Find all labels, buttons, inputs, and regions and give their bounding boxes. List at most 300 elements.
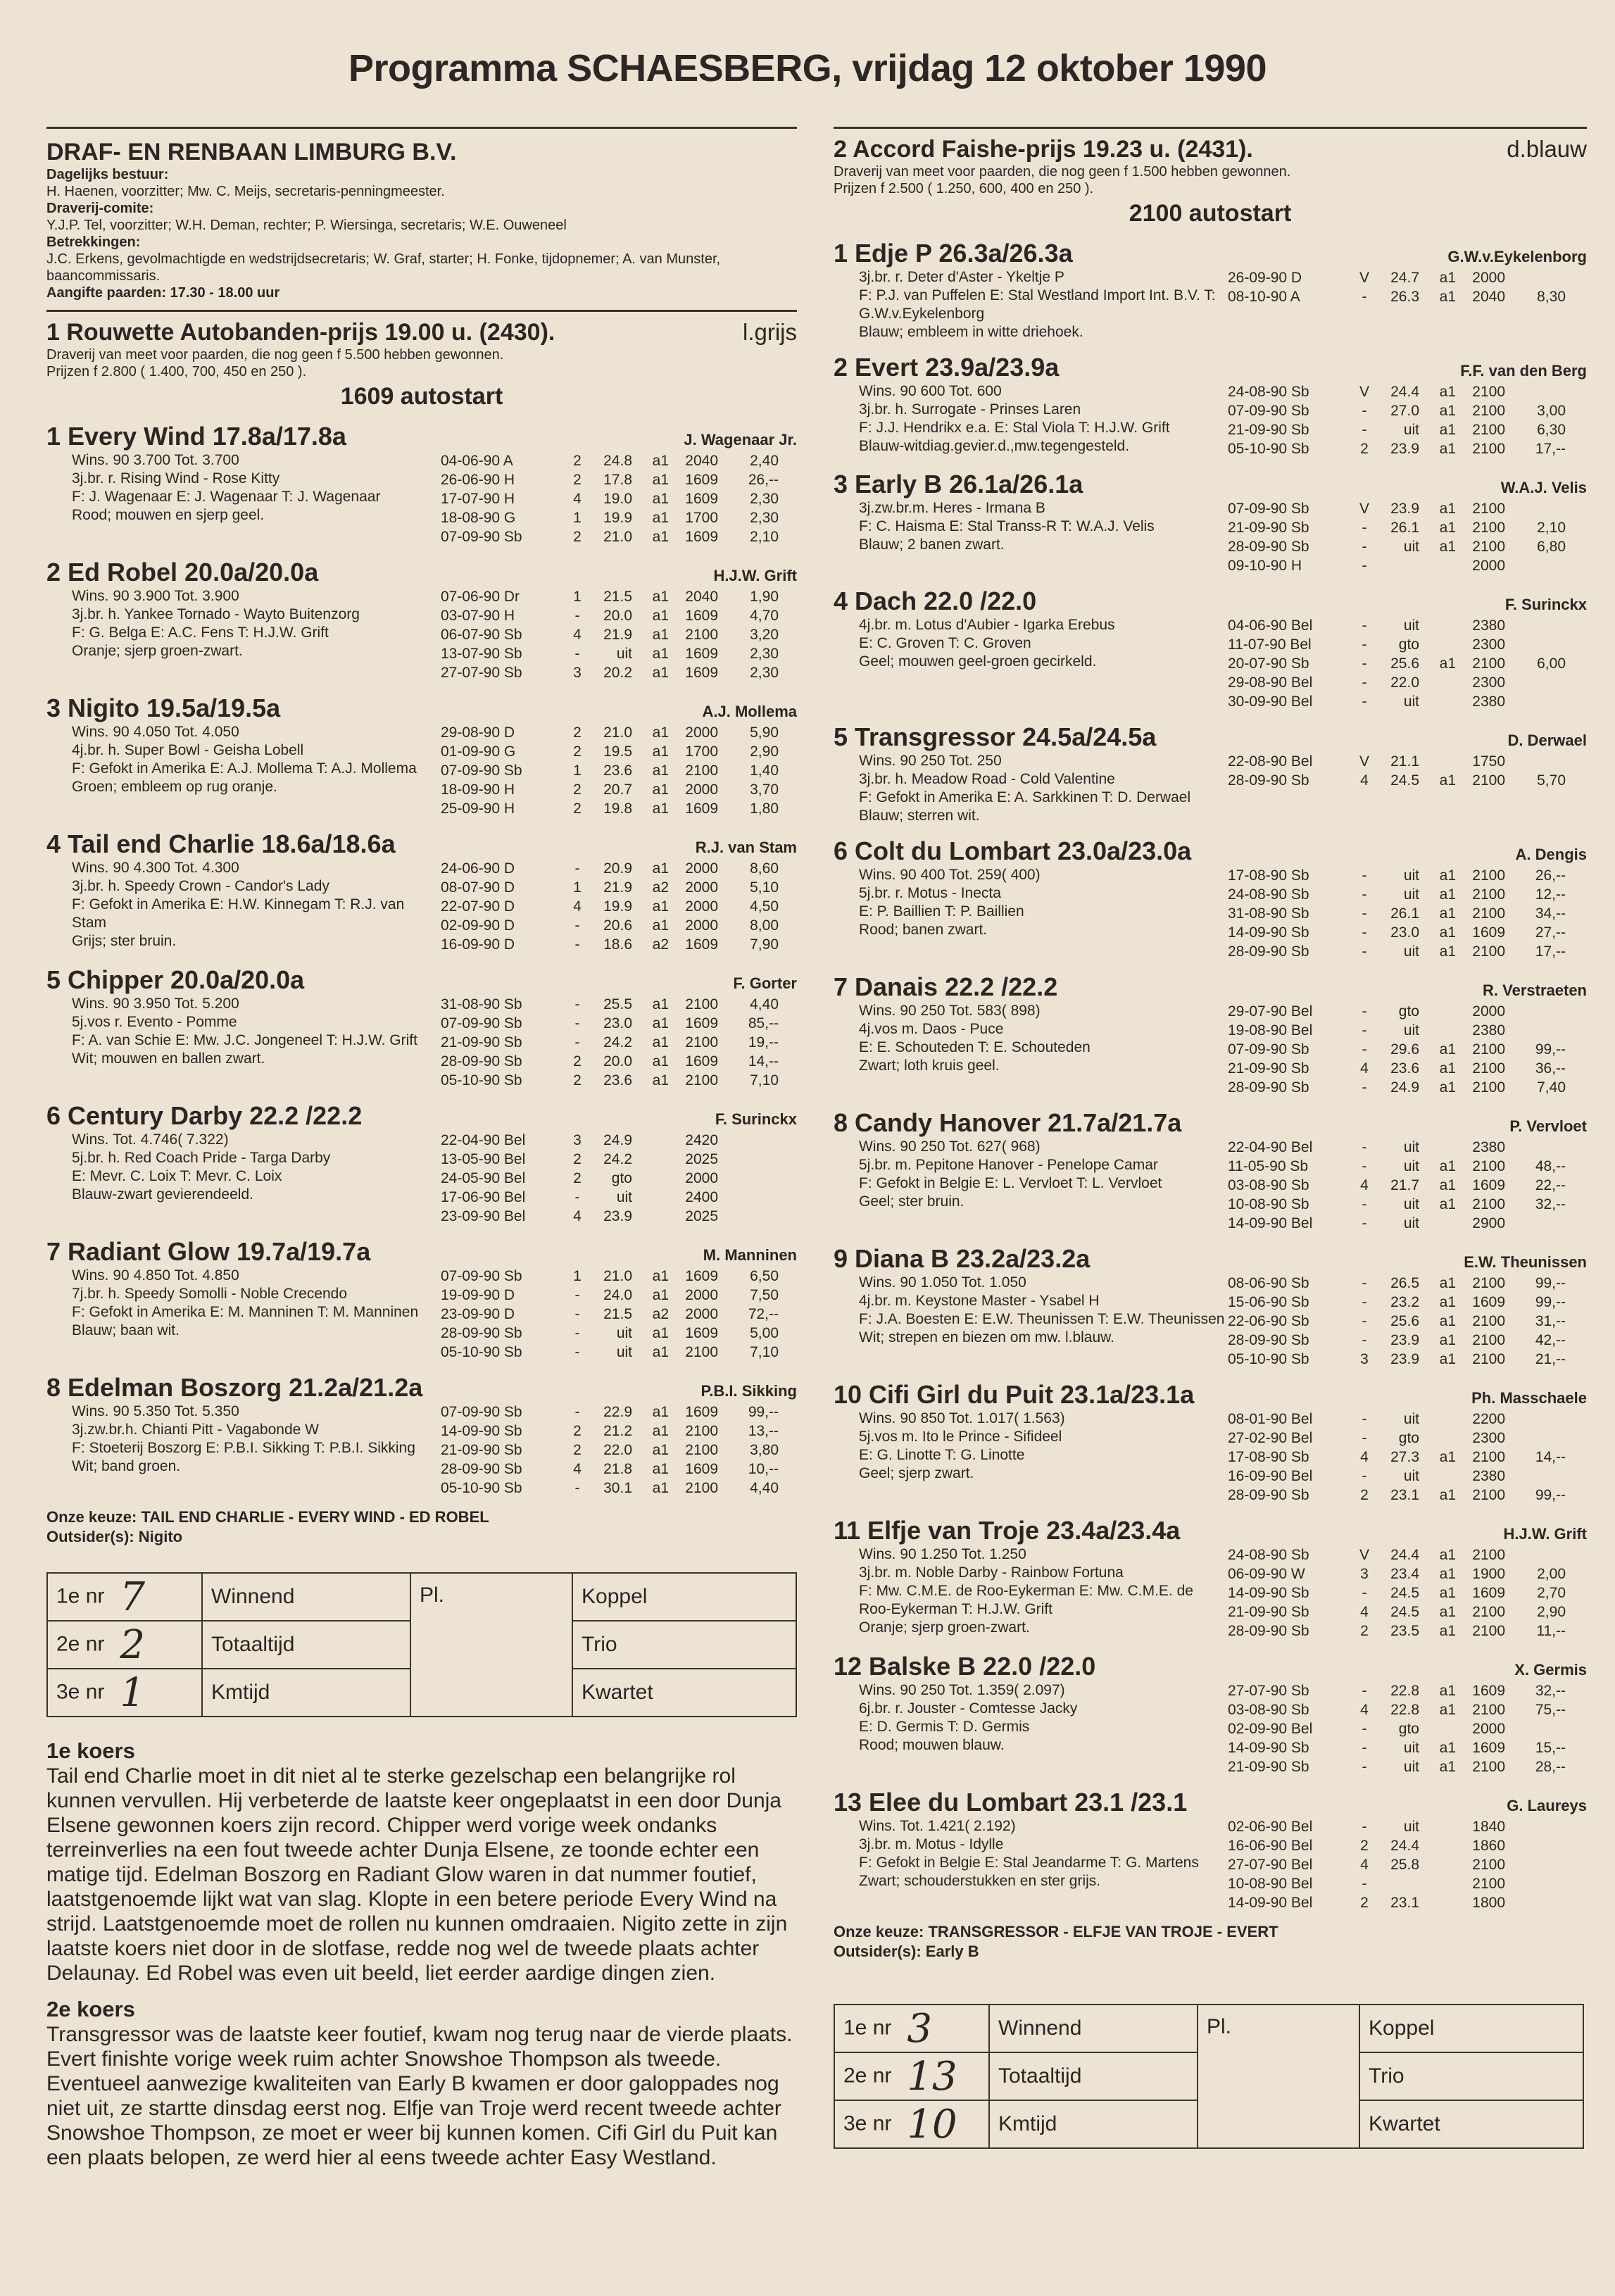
start-row <box>441 1286 797 1305</box>
start-cell: 2100 <box>1472 1547 1505 1563</box>
start-cell: 4 <box>1360 1702 1369 1718</box>
horse-header <box>834 353 1587 382</box>
start-cell: - <box>1362 1022 1367 1039</box>
start-cell: 1609 <box>1472 1683 1505 1699</box>
start-row <box>441 1188 797 1207</box>
horse-entry <box>834 239 1587 341</box>
start-cell: 08-10-90 A <box>1228 289 1300 305</box>
start-cell: 2040 <box>1472 289 1505 305</box>
start-cell: 3 <box>573 1132 582 1148</box>
start-cell <box>1505 1138 1566 1157</box>
horse-body <box>46 995 797 1090</box>
start-row <box>441 606 797 625</box>
start-cell: - <box>574 1344 580 1360</box>
race-conditions: Prijzen f 2.800 ( 1.400, 700, 450 en 250 ). <box>46 364 307 379</box>
start-cell: 13-07-90 Sb <box>441 646 522 662</box>
start-cell: a1 <box>652 453 669 469</box>
start-cell: 2100 <box>1472 1449 1505 1465</box>
start-cell: 6,80 <box>1537 539 1566 555</box>
horse-starts <box>1228 616 1587 711</box>
horse-body <box>46 859 797 954</box>
handwritten-number: 10 <box>907 2101 957 2147</box>
start-cell: 1609 <box>685 801 718 817</box>
start-cell: 17.8 <box>603 472 632 488</box>
horse-info-line: E: G. Linotte T: G. Linotte <box>859 1447 1025 1463</box>
horse-info <box>834 499 1228 575</box>
start-cell: - <box>574 1480 580 1496</box>
start-cell: 23.6 <box>1390 1060 1419 1077</box>
start-cell <box>1419 556 1456 575</box>
start-cell: 23.1 <box>1390 1487 1419 1503</box>
horse-info-line: 3j.br. h. Surrogate - Prinses Laren <box>859 401 1081 418</box>
start-cell: 2025 <box>685 1151 718 1167</box>
start-row <box>1228 1855 1587 1874</box>
horse-header <box>46 422 797 451</box>
start-cell: 07-09-90 Sb <box>441 763 522 779</box>
horse-info <box>46 587 441 682</box>
start-cell: 02-06-90 Bel <box>1228 1819 1313 1835</box>
horse-header <box>834 1380 1587 1410</box>
start-row <box>1228 1274 1587 1293</box>
horse-starts <box>441 451 797 546</box>
result-label: Kmtijd <box>989 2100 1198 2148</box>
horse-info-line: Wins. 90 850 Tot. 1.017( 1.563) <box>859 1410 1065 1426</box>
horse-starts <box>441 1131 797 1226</box>
horse-entry <box>834 586 1587 711</box>
start-cell: 1609 <box>685 646 718 662</box>
start-cell: 3,80 <box>750 1442 779 1458</box>
horse-entry <box>834 722 1587 825</box>
horse-trainer: A. Dengis <box>1515 846 1587 863</box>
start-cell: 27-07-90 Sb <box>441 665 522 681</box>
start-cell: 99,-- <box>1535 1041 1566 1058</box>
start-cell: 07-09-90 Sb <box>1228 403 1309 419</box>
start-row <box>1228 401 1587 420</box>
start-cell: gto <box>1398 1721 1419 1737</box>
start-row <box>1228 942 1587 961</box>
start-cell <box>1505 616 1566 635</box>
start-row <box>1228 382 1587 401</box>
horse-body <box>46 451 797 546</box>
start-cell: V <box>1359 501 1369 517</box>
org-line: Draverij-comite: <box>46 201 154 216</box>
start-row <box>441 780 797 799</box>
start-cell: 10-08-90 Bel <box>1228 1876 1313 1892</box>
horse-info-line: 6j.br. r. Jouster - Comtesse Jacky <box>859 1700 1078 1717</box>
horse-starts <box>441 859 797 954</box>
start-row <box>1228 1214 1587 1233</box>
start-row <box>441 663 797 682</box>
start-cell: 2100 <box>1472 1604 1505 1620</box>
start-cell: 24.9 <box>1390 1079 1419 1096</box>
handwritten-number: 1 <box>120 1669 146 1716</box>
horse-header <box>46 694 797 723</box>
start-cell: 24.4 <box>1390 1838 1419 1854</box>
start-row <box>1228 1893 1587 1912</box>
start-cell: 27-07-90 Bel <box>1228 1857 1313 1873</box>
start-cell: 2100 <box>1472 1158 1505 1174</box>
horse-trainer: F. Surinckx <box>1504 596 1587 613</box>
result-place <box>834 2005 989 2052</box>
start-cell: 27-07-90 Sb <box>1228 1683 1309 1699</box>
start-cell: 22.0 <box>1390 675 1419 691</box>
start-cell: 21-09-90 Sb <box>1228 520 1309 536</box>
horse-body <box>834 1545 1587 1641</box>
start-cell: - <box>574 1015 580 1031</box>
start-cell: - <box>1362 1275 1367 1291</box>
start-cell: 21.9 <box>603 627 632 643</box>
result-pl: Pl. <box>410 1573 572 1717</box>
start-cell: 2100 <box>685 1423 718 1439</box>
start-cell: uit <box>616 1325 632 1341</box>
horse-body <box>46 723 797 818</box>
start-cell: - <box>1362 943 1367 960</box>
result-bet: Kwartet <box>572 1669 796 1717</box>
start-cell: a1 <box>1439 924 1456 941</box>
start-cell: 2100 <box>1472 1759 1505 1775</box>
start-cell <box>1419 752 1456 771</box>
result-place <box>47 1573 202 1621</box>
horse-body <box>834 1410 1587 1505</box>
start-cell: 26-09-90 D <box>1228 270 1302 286</box>
start-cell: a1 <box>1439 1585 1456 1601</box>
start-cell: a1 <box>652 1480 669 1496</box>
start-cell: - <box>1362 1294 1367 1310</box>
start-cell: 1609 <box>685 1325 718 1341</box>
start-cell <box>1419 1467 1456 1486</box>
start-cell: 2100 <box>685 1480 718 1496</box>
start-cell: 2 <box>1360 1838 1369 1854</box>
horse-info-line: Wins. 90 400 Tot. 259( 400) <box>859 867 1041 883</box>
start-cell: 3 <box>1360 1566 1369 1582</box>
start-cell: 18-09-90 H <box>441 782 515 798</box>
start-cell: - <box>1362 1158 1367 1174</box>
start-cell: 5,00 <box>750 1325 779 1341</box>
start-row <box>441 1422 797 1441</box>
start-cell: 21-09-90 Sb <box>1228 422 1309 438</box>
horse-info-line: Blauw-witdiag.gevier.d.,mw.tegengesteld. <box>859 438 1130 454</box>
start-cell: 23.2 <box>1390 1294 1419 1310</box>
start-cell: a1 <box>1439 384 1456 400</box>
result-label: Totaaltijd <box>989 2052 1198 2100</box>
start-cell: 2300 <box>1472 675 1505 691</box>
start-cell: 1609 <box>685 1268 718 1284</box>
start-cell: 08-07-90 D <box>441 879 515 896</box>
start-cell: 10-08-90 Sb <box>1228 1196 1309 1212</box>
horse-starts <box>1228 1274 1587 1369</box>
horse-entry <box>834 1516 1587 1641</box>
start-cell: a1 <box>1439 1351 1456 1367</box>
start-cell <box>1505 1836 1566 1855</box>
horse-name: 8 Edelman Boszorg 21.2a/21.2a <box>46 1373 423 1402</box>
start-cell: a1 <box>1439 1759 1456 1775</box>
start-cell <box>1419 635 1456 654</box>
start-row <box>1228 1176 1587 1195</box>
horse-info-line: 7j.br. h. Speedy Somolli - Noble Crecendo <box>72 1286 348 1302</box>
start-cell: 05-10-90 Sb <box>1228 1351 1309 1367</box>
start-row <box>1228 1738 1587 1757</box>
start-cell: 21-09-90 Sb <box>1228 1604 1309 1620</box>
start-cell: 20.0 <box>603 1053 632 1069</box>
horse-info <box>46 451 441 546</box>
start-cell: uit <box>1403 1468 1419 1484</box>
start-cell: 24.5 <box>1390 1585 1419 1601</box>
start-cell: - <box>574 860 580 877</box>
start-cell: a1 <box>1439 1177 1456 1193</box>
start-cell: 25-09-90 H <box>441 801 515 817</box>
start-cell: a1 <box>1439 1079 1456 1096</box>
horse-entry <box>46 1237 797 1362</box>
start-cell: 1 <box>573 589 582 605</box>
start-row <box>1228 1467 1587 1486</box>
result-place <box>47 1621 202 1669</box>
horse-name: 11 Elfje van Troje 23.4a/23.4a <box>834 1516 1181 1545</box>
horse-starts <box>441 995 797 1090</box>
place-label: 3e nr <box>843 2111 892 2135</box>
start-cell: 28,-- <box>1535 1759 1566 1775</box>
start-cell: 2,30 <box>750 665 779 681</box>
start-cell: 14-09-90 Sb <box>1228 1585 1309 1601</box>
horse-header <box>834 722 1587 752</box>
horse-starts <box>1228 382 1587 458</box>
start-cell <box>1419 1021 1456 1040</box>
start-cell: a1 <box>1439 655 1456 672</box>
start-row <box>1228 673 1587 692</box>
start-cell: 17-06-90 Bel <box>441 1189 526 1205</box>
start-row <box>441 742 797 761</box>
start-cell: a1 <box>1439 539 1456 555</box>
start-row <box>441 1169 797 1188</box>
start-cell: 3 <box>573 665 582 681</box>
start-cell: a1 <box>1439 501 1456 517</box>
start-cell: 21,-- <box>1535 1351 1566 1367</box>
start-cell: 17-08-90 Sb <box>1228 867 1309 884</box>
start-cell: 3,70 <box>750 782 779 798</box>
start-cell: 23-09-90 D <box>441 1306 515 1322</box>
start-cell <box>1380 556 1419 575</box>
start-cell: 23.9 <box>1390 501 1419 517</box>
start-cell: 21-09-90 Sb <box>441 1034 522 1050</box>
horse-info-line: Geel; mouwen geel-groen gecirkeld. <box>859 653 1097 670</box>
start-cell: 1609 <box>1472 924 1505 941</box>
start-row <box>1228 1700 1587 1719</box>
start-cell: 2100 <box>685 996 718 1012</box>
start-cell: a1 <box>652 1287 669 1303</box>
start-cell: 2100 <box>1472 539 1505 555</box>
horse-trainer: P. Vervloet <box>1509 1117 1587 1135</box>
horse-info-line: E: D. Germis T: D. Germis <box>859 1719 1030 1735</box>
start-cell: 2 <box>1360 1623 1369 1639</box>
result-label: Kmtijd <box>202 1669 410 1717</box>
horse-info-line: Grijs; ster bruin. <box>72 933 177 949</box>
start-cell: 2 <box>573 782 582 798</box>
start-cell <box>1419 1719 1456 1738</box>
horse-name: 5 Transgressor 24.5a/24.5a <box>834 722 1157 751</box>
start-cell: 22.9 <box>603 1404 632 1420</box>
start-cell: 24-06-90 D <box>441 860 515 877</box>
horse-body <box>46 1403 797 1498</box>
horse-header <box>834 239 1587 268</box>
start-cell: a1 <box>1439 1604 1456 1620</box>
horse-header <box>834 1516 1587 1545</box>
start-cell: a1 <box>1439 867 1456 884</box>
horse-body <box>834 1002 1587 1097</box>
horse-name: 12 Balske B 22.0 /22.0 <box>834 1652 1096 1681</box>
start-cell: 1609 <box>685 472 718 488</box>
start-cell: 7,40 <box>1537 1079 1566 1096</box>
start-row <box>1228 1410 1587 1429</box>
start-cell: 07-09-90 Sb <box>441 1404 522 1420</box>
start-cell: 28-09-90 Sb <box>1228 1487 1309 1503</box>
start-cell: gto <box>1398 1003 1419 1020</box>
horse-info-line: Wins. 90 600 Tot. 600 <box>859 383 1002 399</box>
start-cell: a1 <box>652 529 669 545</box>
start-cell: 29-07-90 Bel <box>1228 1003 1313 1020</box>
start-row <box>1228 1138 1587 1157</box>
horse-info-line: Wit; mouwen en ballen zwart. <box>72 1050 265 1067</box>
start-cell <box>1505 673 1566 692</box>
horse-entry <box>834 353 1587 458</box>
result-table-race-2 <box>834 2004 1584 2149</box>
start-cell: uit <box>1403 886 1419 903</box>
start-cell: V <box>1359 1547 1369 1563</box>
start-cell: 22-04-90 Bel <box>1228 1139 1313 1155</box>
start-cell: 15-06-90 Sb <box>1228 1294 1309 1310</box>
start-cell: 16-09-90 D <box>441 936 515 953</box>
start-cell: - <box>1362 924 1367 941</box>
start-cell: uit <box>1403 943 1419 960</box>
horse-info-line: F: Gefokt in Belgie E: Stal Jeandarme T: G. Martens <box>859 1855 1199 1871</box>
start-cell: 24.5 <box>1390 772 1419 789</box>
start-cell: a1 <box>1439 441 1456 457</box>
start-cell: 5,70 <box>1537 772 1566 789</box>
horse-info-line: F: Gefokt in Amerika E: A. Sarkkinen T: D. Derwael <box>859 789 1191 805</box>
horse-entry <box>834 1380 1587 1505</box>
start-cell: 14-09-90 Sb <box>1228 924 1309 941</box>
horse-trainer: F.F. van den Berg <box>1460 362 1587 379</box>
start-cell: a1 <box>652 1404 669 1420</box>
start-cell: 6,50 <box>750 1268 779 1284</box>
start-cell: 1 <box>573 510 582 526</box>
start-row <box>441 995 797 1014</box>
horse-body <box>834 1817 1587 1912</box>
result-bet: Kwartet <box>1359 2100 1583 2148</box>
start-cell: a1 <box>1439 1041 1456 1058</box>
start-cell <box>1505 499 1566 518</box>
start-cell: 20.9 <box>603 860 632 877</box>
horse-info-line: Zwart; loth kruis geel. <box>859 1058 1000 1074</box>
race-conditions: Draverij van meet voor paarden, die nog geen f 5.500 hebben gewonnen. <box>46 347 504 363</box>
start-cell: 99,-- <box>1535 1487 1566 1503</box>
horse-entry <box>46 829 797 954</box>
start-cell: 2000 <box>685 1287 718 1303</box>
start-row <box>441 527 797 546</box>
start-cell: 24.4 <box>1390 1547 1419 1563</box>
start-cell: a1 <box>1439 1623 1456 1639</box>
start-cell: 99,-- <box>1535 1275 1566 1291</box>
horse-starts <box>1228 1138 1587 1233</box>
start-cell: 2100 <box>685 627 718 643</box>
start-row <box>441 1305 797 1324</box>
start-cell: 21-09-90 Sb <box>1228 1759 1309 1775</box>
horse-name: 4 Dach 22.0 /22.0 <box>834 586 1037 615</box>
start-cell: 23.1 <box>1390 1895 1419 1911</box>
horse-info-line: 4j.br. m. Lotus d'Aubier - Igarka Erebus <box>859 617 1115 633</box>
start-cell: a1 <box>652 491 669 507</box>
horse-info-line: F: Gefokt in Amerika E: H.W. Kinnegam T: R.J. van Stam <box>72 896 405 931</box>
start-cell: uit <box>1403 1196 1419 1212</box>
horse-starts <box>1228 499 1587 575</box>
horse-info-line: Blauw; sterren wit. <box>859 808 980 824</box>
start-cell: 2000 <box>1472 1003 1505 1020</box>
horse-body <box>834 752 1587 825</box>
start-row <box>1228 1583 1587 1602</box>
start-row <box>1228 1486 1587 1505</box>
divider <box>834 127 1587 129</box>
horse-trainer: M. Manninen <box>703 1246 797 1264</box>
start-cell: 2100 <box>1472 886 1505 903</box>
horse-info-line: 4j.br. h. Super Bowl - Geisha Lobell <box>72 742 304 758</box>
start-cell: 2100 <box>1472 1313 1505 1329</box>
commentary-text: Tail end Charlie moet in dit niet al te sterke gezelschap een belangrijke rol kunnen vervullen. Hij verbeterde de laatste keer ongeplaatst in een door Dunja Elsene gewonnen koers zijn record. Chipper werd vorige week ondanks terreinverlies na een fout tweede achter Dunja Elsene, ze toonde echter een matige tijd. Edelman Boszorg en Radiant Glow waren in dat nummer foutief, laatstgenoemde lijkt wat van slag. Klopte in een betere periode Every Wind na strijd. Laatstgenoemde moet de rollen nu kunnen omdraaien. Nigito zette in zijn laatste koers niet door in de slotfase, redde nog wel de tweede plaats achter Delaunay. Ed Robel was even uit beeld, liet eerder aardige dingen zien. <box>46 1764 788 1985</box>
start-row <box>1228 1078 1587 1097</box>
horse-info-line: 3j.br. r. Deter d'Aster - Ykeltje P <box>859 269 1064 285</box>
start-cell: a1 <box>652 1072 669 1089</box>
horse-info <box>46 995 441 1090</box>
start-cell: uit <box>616 1344 632 1360</box>
start-cell: 2 <box>573 801 582 817</box>
start-cell: a1 <box>652 996 669 1012</box>
horse-info-line: F: P.J. van Puffelen E: Stal Westland Import Int. B.V. T: G.W.v.Eykelenborg <box>859 287 1216 322</box>
start-row <box>1228 499 1587 518</box>
start-cell: a1 <box>1439 289 1456 305</box>
horse-info <box>834 1274 1228 1369</box>
horse-trainer: A.J. Mollema <box>702 703 797 720</box>
org-line: Aangifte paarden: 17.30 - 18.00 uur <box>46 285 280 301</box>
start-cell: 17,-- <box>1535 943 1566 960</box>
start-cell: 21.7 <box>1390 1177 1419 1193</box>
start-cell: 34,-- <box>1535 905 1566 922</box>
start-row <box>1228 1157 1587 1176</box>
start-cell: 24-05-90 Bel <box>441 1170 526 1186</box>
start-row <box>1228 556 1587 575</box>
start-cell: 21.9 <box>603 879 632 896</box>
start-cell: 12,-- <box>1535 886 1566 903</box>
horse-starts <box>441 1267 797 1362</box>
start-cell: a1 <box>1439 1547 1456 1563</box>
start-cell: 85,-- <box>748 1015 779 1031</box>
start-cell: - <box>1362 403 1367 419</box>
start-row <box>441 470 797 489</box>
start-cell: - <box>1362 289 1367 305</box>
start-cell: 1700 <box>685 510 718 526</box>
start-cell: 75,-- <box>1535 1702 1566 1718</box>
start-cell: 2,30 <box>750 491 779 507</box>
horse-info-line: F: J.A. Boesten E: E.W. Theunissen T: E.W. Theunissen <box>859 1311 1225 1327</box>
start-cell: uit <box>616 1189 632 1205</box>
start-cell: 1609 <box>685 1015 718 1031</box>
horse-info <box>834 1817 1228 1912</box>
horse-info-line: F: C. Haisma E: Stal Transs-R T: W.A.J. Velis <box>859 518 1155 534</box>
start-cell: 2,90 <box>1537 1604 1566 1620</box>
horse-entry <box>46 965 797 1090</box>
race-conditions: Prijzen f 2.500 ( 1.250, 600, 400 en 250 ). <box>834 181 1094 196</box>
left-column <box>46 127 797 2170</box>
start-cell: 28-09-90 Sb <box>441 1053 522 1069</box>
start-row <box>1228 1059 1587 1078</box>
start-cell: 28-09-90 Sb <box>441 1325 522 1341</box>
horse-body <box>834 268 1587 341</box>
